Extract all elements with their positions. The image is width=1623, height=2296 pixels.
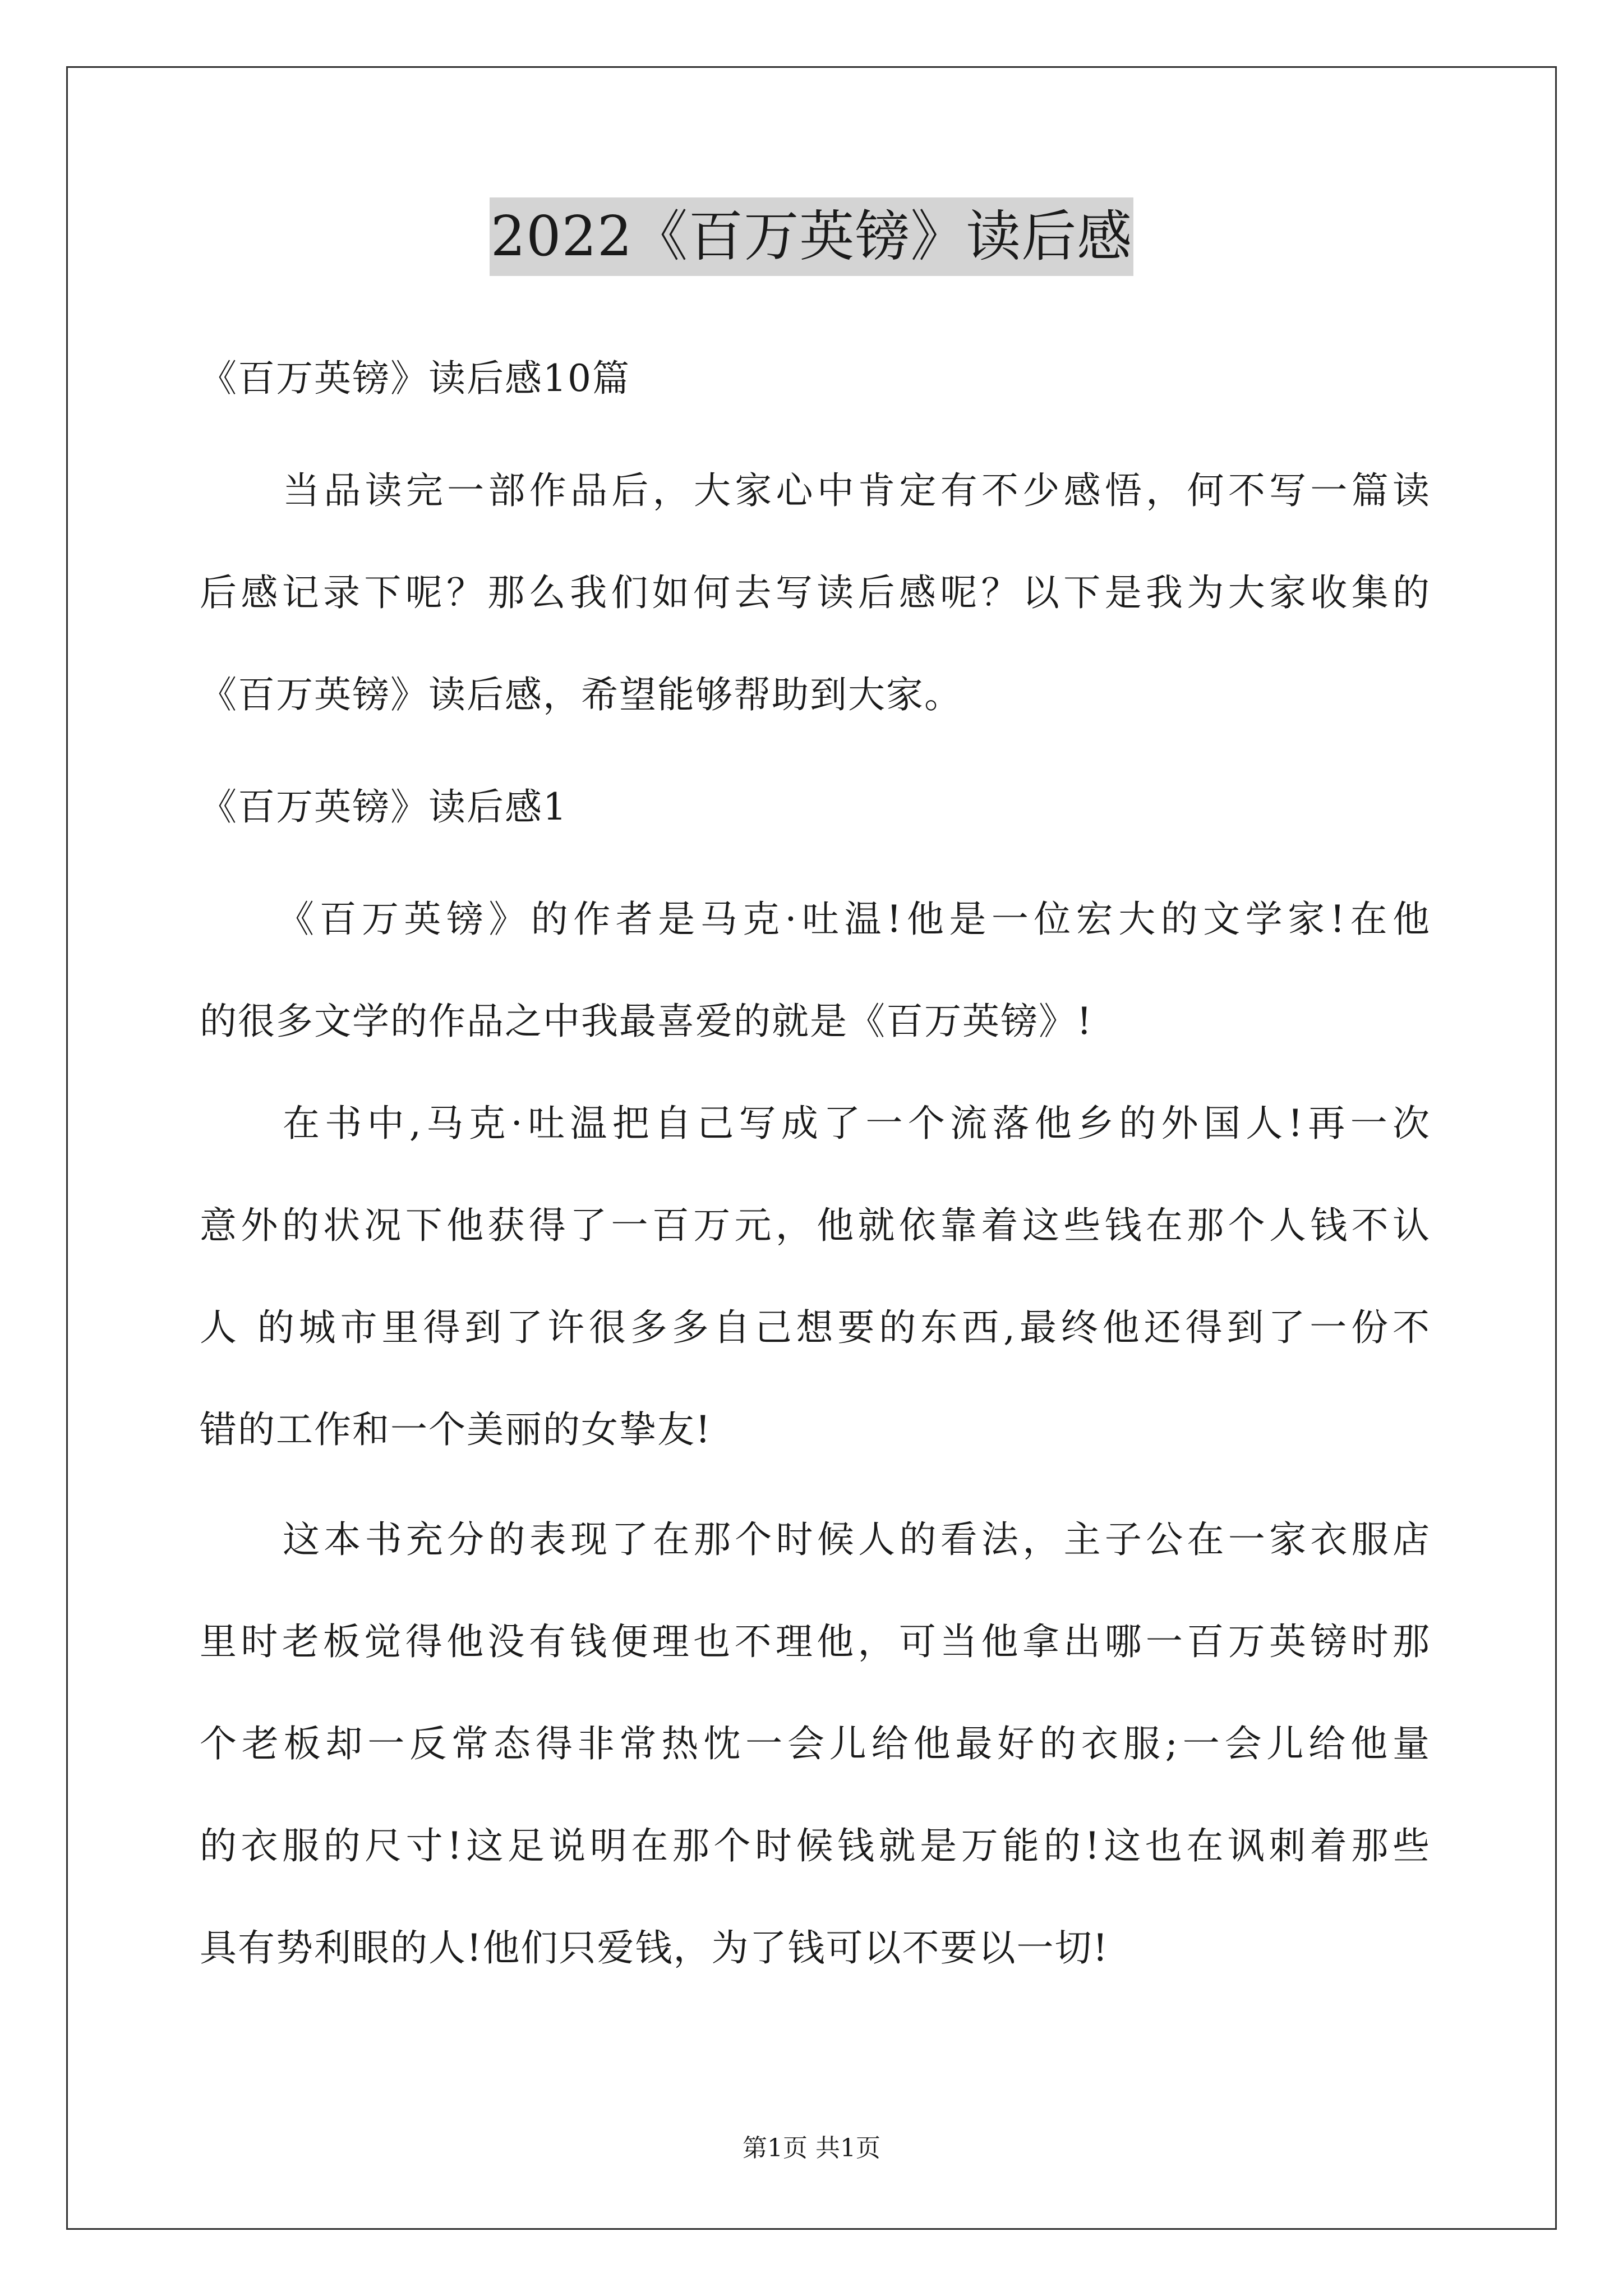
page-footer: 第1页 共1页 <box>743 2134 880 2162</box>
para3-line-4: 的衣服的尺寸!这足说明在那个时候钱就是万能的!这也在讽刺着那些 <box>200 1824 1431 1867</box>
title-container <box>0 197 1623 276</box>
document-title: 2022《百万英镑》读后感 <box>490 197 1133 276</box>
intro-line-3: 《百万英镑》读后感，希望能够帮助到大家。 <box>200 673 962 716</box>
para3-line-1: 这本书充分的表现了在那个时候人的看法，主子公在一家衣服店 <box>283 1518 1431 1561</box>
para3-line-3: 个老板却一反常态得非常热忱一会儿给他最好的衣服;一会儿给他量 <box>200 1722 1431 1765</box>
section-heading: 《百万英镑》读后感1 <box>200 785 568 829</box>
intro-line-2: 后感记录下呢？那么我们如何去写读后感呢？以下是我为大家收集的 <box>200 571 1431 614</box>
para3-line-2: 里时老板觉得他没有钱便理也不理他，可当他拿出哪一百万英镑时那 <box>200 1620 1431 1663</box>
para2-line-2: 意外的状况下他获得了一百万元，他就依靠着这些钱在那个人钱不认 <box>200 1204 1431 1247</box>
para1-line-2: 的很多文学的作品之中我最喜爱的就是《百万英镑》! <box>200 1000 1093 1043</box>
intro-line-1: 当品读完一部作品后，大家心中肯定有不少感悟，何不写一篇读 <box>283 469 1431 512</box>
para2-line-4: 错的工作和一个美丽的女挚友! <box>200 1408 712 1451</box>
para2-line-3: 人 的城市里得到了许很多多自己想要的东西,最终他还得到了一份不 <box>200 1306 1431 1349</box>
para1-line-1: 《百万英镑》的作者是马克·吐温!他是一位宏大的文学家!在他 <box>277 898 1431 941</box>
subtitle: 《百万英镑》读后感10篇 <box>200 357 630 400</box>
para2-line-1: 在书中,马克·吐温把自己写成了一个流落他乡的外国人!再一次 <box>283 1102 1431 1145</box>
para3-line-5: 具有势利眼的人!他们只爱钱，为了钱可以不要以一切! <box>200 1926 1109 1970</box>
